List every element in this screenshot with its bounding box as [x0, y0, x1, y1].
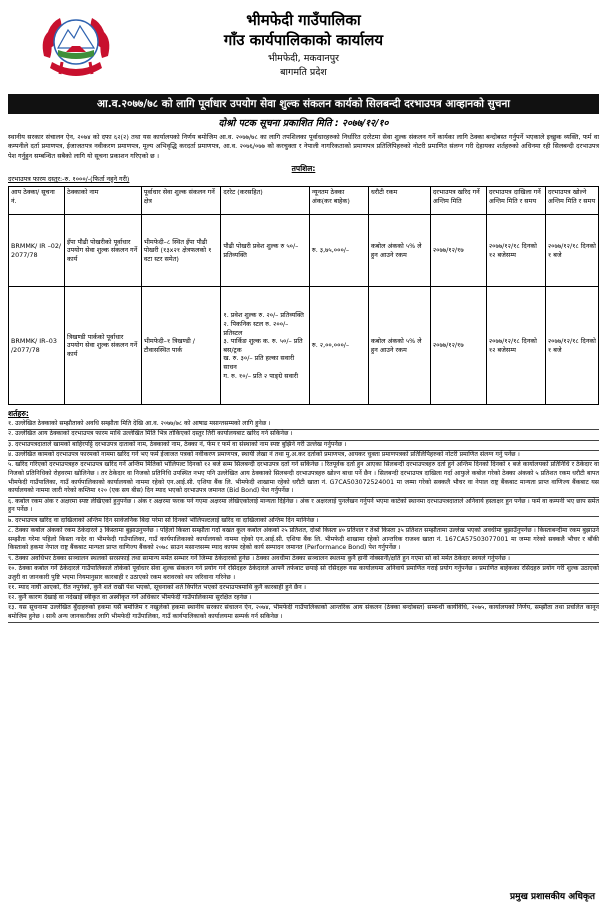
col-header: पूर्वाधार सेवा शुल्क संकलन गर्ने क्षेत्र: [141, 187, 221, 215]
col-header: दरभाउपत्र खरिद गर्ने अन्तिम मिति: [430, 187, 486, 215]
cell-min-amount: रु. २,००,०००/–: [309, 287, 368, 405]
publish-date: दोश्रो पटक सूचना प्रकाशित मिति : २०७७/१२/१०: [218, 118, 389, 129]
cell-deposit: कबोल अंकको ५% ले हुन आउने रकम: [368, 215, 430, 287]
office-address: भीमफेदी, मकवानपुर: [268, 53, 339, 64]
cell-open-date: २०७७/१२/१८ दिनको १ बजे: [545, 287, 598, 405]
province-name: बागमति प्रदेश: [280, 67, 327, 78]
tender-table: [8, 186, 599, 405]
cell-notice-no: BRMMK/ IR –02/ 2077/78: [9, 215, 65, 287]
cell-contract-name: त्रिखण्डी पार्कको पूर्वाधार उपयोग सेवा शुल्क संकलन गर्ने कार्य: [65, 287, 142, 405]
col-header: धरौटी रकम: [368, 187, 430, 215]
term-item: ७. दरभाउपत्र खरिद वा दाखिलाको अन्तिम दिन सार्वजनिक बिदा परेमा सो दिनको भोलिपल्टलाई खरिद वा दाखिलाको अन्तिम दिन मानिनेछ ।: [8, 517, 599, 527]
terms-heading: शर्तहरु:: [8, 409, 29, 419]
col-header: दररेट (करसहित): [221, 187, 310, 215]
signatory-title: प्रमुख प्रशासकीय अधिकृत: [509, 892, 595, 902]
term-item: ११. म्याद नाघी आएको, रीत नपुगेको, कुनै शर्त राखी पेश भएको, सूचनाको शर्त विपरित भएको दरभाउपत्रमाथि कुनै कारबाही हुने छैन ।: [8, 584, 599, 594]
cell-submit-date: २०७७/१२/१८ दिनको १२ बजेसम्म: [486, 287, 545, 405]
term-item: ९. ठेक्का अवधिभर ठेक्का सञ्चालन स्थलको सरसफाई तथा सामान्य मर्मत सम्भार गर्ने जिम्मा ठेकेदारको हुनेछ । ठेक्का अवधीमा ठेक्का सञ्चालन स्थलमा कुनै हानी नोक्सानी/क्षति हुन गएमा सो को मर्मत ठेकेदार स्वयले गर्नुपर्नेछ ।: [8, 555, 599, 565]
cell-purchase-date: २०७७/१२/१७: [430, 215, 486, 287]
details-heading: तपशिल:: [291, 164, 316, 174]
cell-deposit: कबोल अंकको ५% ले हुन आउने रकम: [368, 287, 430, 405]
term-item: ८. ठेक्का कबोल अंकको रकम ठेकेदारले ३ किस्तामा बुझाउनुपर्नेछ । पहिलो किस्ता सम्झौता गर्दा बखत कूल कबोल अंकको २५ प्रतिशत, दोश्रो किस्ता ४० प्रतिशत र तेश्रो किस्ता ३५ प्रतिशत सम्झौतामा उल्लेख भएको अवधीमा बुझाउँनुपर्नेछ । किस्ताबन्दीमा रकम बुझाउने सम्झौता गरेमा पहिलो किस्ता नादेर वा भीमफेदी गाउँपालिका, गाउँ कार्यपालिकाको कार्यालयको नाममा रहेको एन.आई.सी. एशिया बैंक लि. भीमफेदी शाखामा रहेको आन्तरिक राजश्व खाता नं. 167CA57503077001 मा जम्मा गरेको सक्कलै भौचर र बाँकी किस्ताको हकमा नेपाल राष्ट्र बैंकबाट मान्यता प्राप्त वाणिज्य बैंकको २०७८ साउन मसान्तसम्म म्याद कायम रहेको कार्य सम्पादन जमानत (Performance Bond) पेश गर्नुपर्नेछ ।: [8, 527, 599, 555]
table-row: [9, 215, 599, 287]
col-header: न्यूनतम ठेक्का अंक(कर बाहेक): [309, 187, 368, 215]
term-item: ४. उल्लेखित कामको दरभाउपत्र फारमको नाममा खरिद गर्न भए फर्म ईजाजत पत्रको नवीकरण प्रमाणपत्र, स्थायी लेखा नं तथा मु.अ.कर दर्ताको प्रमाणपत्र, आयकर चुक्ता प्रमाणपत्रको प्रतिलिपिहरुको नोटरी प्रमाणित संलग्न गर्नु पर्नेछ ।: [8, 451, 599, 461]
letterhead: [8, 6, 599, 94]
terms-list: [8, 420, 599, 623]
term-item: ३. दरभाउपत्रदाताले खामको बाहिरपट्टि दरभाउपत्र दाताको नाम, ठेक्काको नाम, ठेक्का नं, र्फम र फर्म वा संस्थाको नाम स्पष्ट बुझिने गरी उल्लेख गर्नुपर्नेछ ।: [8, 441, 599, 451]
cell-submit-date: २०७७/१२/१८ दिनको १२ बजेसम्म: [486, 215, 545, 287]
cell-area: भीमफेदी–८ स्थित इँपा पौढी पोखरी (१३x२१ क्षेत्रफलको १ वटा स्टर समेत): [141, 215, 221, 287]
cell-contract-name: इँपा पौढी पोखरीको पूर्वाधार उपयोग सेवा शुल्क संकलन गर्ने कार्य: [65, 215, 142, 287]
cell-area: भीमफेदी–१ त्रिखण्डी /टौवासस्थित पार्क: [141, 287, 221, 405]
term-item: १. उल्लेखित ठेक्काको सम्झौताको अवधि सम्झौता मिति देखि आ.व. २०७७/७८ को आषाढ मसान्तसम्मको लागि हुनेछ ।: [8, 420, 599, 430]
cell-min-amount: रु. ३,७५,०००/–: [309, 215, 368, 287]
cell-rate: पौढी पोखरी प्रवेश शुल्क रु ५०/– प्रतिव्यक्ति: [221, 215, 310, 287]
col-header: दरभाउपत्र दाखिला गर्ने अन्तिम मिति र समय: [486, 187, 545, 215]
cell-notice-no: BRMMK/ IR–03 /2077/78: [9, 287, 65, 405]
form-fee: दरभाउपत्र फारम दस्तुर:-रु. १०००/-(फिर्ता नहुने गरी): [8, 175, 130, 184]
office-name: गाँउ कार्यपालिकाको कार्यालय: [223, 31, 384, 49]
term-item: १२. कुनै कारण देखाई वा नदेखाई स्वीकृत वा अस्वीकृत गर्ने अधिकार भीमफेदी गाउँपालिकामा सुरक्षित रहनेछ ।: [8, 594, 599, 604]
term-item: २. उल्लेखित आय ठेक्काको दरभाउपत्र फारम माथि उल्लेखित मिति भित्र तोकिएको दस्तुर तिरी कार्यालयबाट खरिद गर्न सकिनेछ ।: [8, 430, 599, 440]
intro-paragraph: स्थानीय सरकार संचालन ऐन, २०७४ को दफा ६२(२) तथा यस कार्यालयको निर्णय बमोजिम आ.व. २०७७/७८ का लागि तपशिलका पूर्वाधारहरुको निर्धारित दररेटमा सेवा शुल्क संकलन गर्ने कार्यका लागि ठेक्का बन्दोबस्त गर्नुपर्ने भएकाले इच्छुक व्यक्ति, फर्म वा कम्पनीले दर्ता प्रमाणपत्र, ईजाजतपत्र नवीकरण प्रमाणपत्र, मूल्य अभिवृद्धि करदर्ता प्रमाणपत्र, आ.व. २०७६/०७७ को करचुक्ता र नेपाली नागरिकताको प्रमाणपत्र प्रतिलिपिहरुको नोटरी प्रमाणित संलग्न गरी देहायका शर्तहरुको अधिनमा रही सिलबन्दी दरभाउपत्र पेश गर्नुहुन सम्बन्धित सबैको लागि यो सूचना प्रकाशन गरिएको छ ।: [8, 133, 599, 160]
col-header: ठेक्काको नाम: [65, 187, 142, 215]
cell-open-date: २०७७/१२/१८ दिनको १ बजे: [545, 215, 598, 287]
municipality-name: भीमफेदी गाउँपालिका: [246, 11, 361, 29]
table-header-row: [9, 187, 599, 215]
cell-purchase-date: २०७७/१२/१७: [430, 287, 486, 405]
table-row: [9, 287, 599, 405]
col-header: आय ठेक्का/ सूचना नं.: [9, 187, 65, 215]
term-item: १३. यस सूचनामा उल्लेखित बुँदाहरुको हकमा यसै बमोजिम र नखुलेको हकमा स्थानीय सरकार संचालन ऐन, २०७४, भीमफेदी गाउँपालिकाको आन्तरिक आय संकलन (ठेक्का बन्दोबस्त) सम्बन्धी कार्यविधि, २०७५, कार्यालयको निर्णय, सम्झौता तथा प्रचलित कानून बमोजिम हुनेछ । साथै अन्य जानकारीका लागि भीमफेदी गाउँपालिका, गाउँ कार्यपालिकाको कार्यालयमा सम्पर्क गर्न सकिनेछ ।: [8, 604, 599, 623]
notice-title-banner: आ.व.२०७७/७८ को लागि पूर्वाधार उपयोग सेवा शुल्क संकलन कार्यको सिलबन्दी दरभाउपत्र आव्हानको सुचना: [8, 94, 599, 114]
term-item: १०. ठेक्का कबोल गर्ने ठेकेदारले गाउँपालिकाले तोकेको पूर्वाधार सेवा शुल्क संकलन गर्न प्रयोग गर्ने रसिदहरु ठेकेदारले आफ्नै तर्फबाट छपाई सो रसिदहरु यस कार्यालयमा अनिवार्य प्रमाणित गराई प्रयोग गर्नुपर्नेछ । प्रमाणित बाहेकका रसिदहरु प्रयोग गरी शुल्क उठाएको उजुरी वा जानकारी पुष्टि भएमा नियमानुसार कारबाही र उठाएको रकम बरावरको थप जरिवाना गरिनेछ ।: [8, 565, 599, 584]
cell-rate: १. प्रवेश शुल्क रु. २०/– प्रतिव्यक्ति २. पिकनिक स्टल रु. २००/– प्रतिस्टल ३. पार्किङ शुल्क क. रु. ५०/– प्रति बस/ट्रक ख. रु. ३०/– प्रति हल्का सवारी साधन ग. रु. १०/– प्रति २ पाङ्ग्रे सवारी: [221, 287, 310, 405]
col-header: दरभाउपत्र खोल्ने अन्तिम मिति र समय: [545, 187, 598, 215]
term-item: ५. खरिद गरिएको दरभाउपत्रहरु दरभाउपत्र खरिद गर्ने अन्तिम मितिको भोलिपल्ट दिनको १२ बजे सम्म सिलबन्दी दरभाउपत्र दर्ता गर्न सकिनेछ । रितपूर्वक दर्ता हुन आएका सिलबन्दी दरभाउपत्रहरु दर्ता हुने अन्तिम दिनको दिनको १ बजे कार्यालयको प्रतिनिधि र ठेकेदार वा निजको प्रतिनिधिको रोहवरमा खोलिनेछ । तर ठेकेदार वा निजको प्रतिनिधि उपस्थित नभए पनि उल्लेखित आय ठेक्काको सिलबन्दी दरभाउपत्रहरु खोल्न बाधा पर्ने छैन । सिलबन्दी दरभाउपत्र दाखिला गर्दा आफुले कबोल गरेको ठेक्का अंकको ५ प्रतिशत रकम धरौटी बापत भीमफेदी गाउँपालिका, गाउँ कार्यपालिकाको कार्यालयको नाममा रहेको एन.आई.सी. एशिया बैंक लि. भीमफेदी शाखामा रहेको धरौटी खाता नं. G7CA503072524001 मा जम्मा गरेको सक्कलै भौचर वा नेपाल राष्ट्र बैंकबाट मान्यता प्राप्त वाणिज्य बैंकबाट यस कार्यालयको नाममा जारी गरेको कम्तिमा १२० (एक सय बीस) दिन म्याद भएको दरभाउपत्र जमानत (Bid Bond) पेश गर्नुपर्नेछ ।: [8, 461, 599, 498]
term-item: ६. कबोल रकम अंक र अक्षरमा स्पष्ट लेखिएको हुनुपर्नेछ । अंक र अक्षरमा फरक पर्न गएमा अक्षरमा लेखिएकोलाई मान्यता दिईनेछ । अंक र अक्षरलाई पुनर्लेखन गर्नुपर्ने भएमा काटेको स्थानमा दरभाउपत्रदाताले अनिवार्य हस्ताक्षर हुन पर्नेछ । फर्म वा कम्पनी भए छाप समेत हुन पर्नेछ ।: [8, 498, 599, 517]
